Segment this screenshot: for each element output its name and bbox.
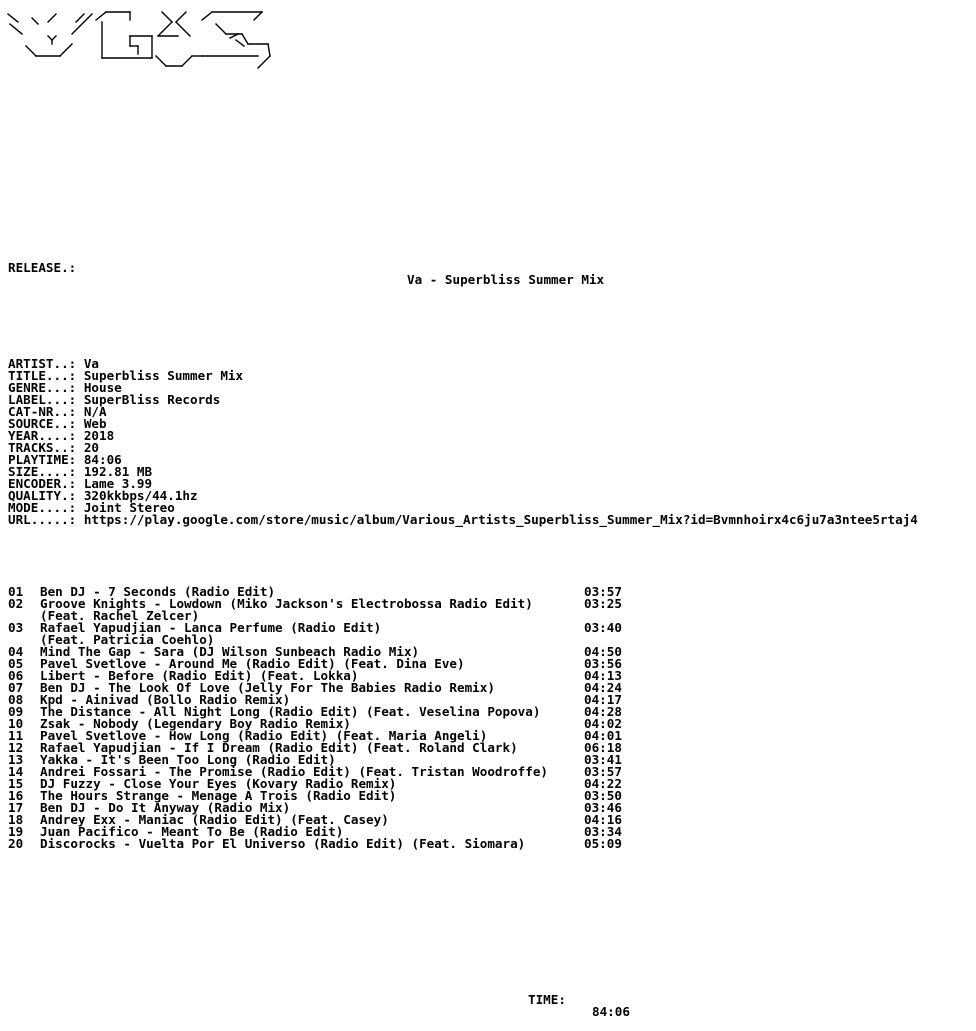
track-number: 12: [8, 740, 24, 755]
track-time: 04:17: [584, 692, 622, 707]
release-value: Va - Superbliss Summer Mix: [407, 272, 605, 287]
info-field-value: Web: [83, 416, 107, 431]
info-field-label: SIZE....:: [8, 464, 77, 479]
track-number: 17: [8, 800, 24, 815]
track-time: 03:57: [584, 764, 622, 779]
track-number: 18: [8, 812, 24, 827]
info-field: [8, 370, 918, 382]
release-info: [8, 358, 918, 526]
info-field: [8, 442, 918, 454]
info-field-label: GENRE...:: [8, 380, 77, 395]
track-title: Andrey Exx - Maniac (Radio Edit) (Feat. Casey): [40, 812, 389, 827]
track-time: 03:41: [584, 752, 622, 767]
info-field: [8, 406, 918, 418]
info-field: [8, 418, 918, 430]
info-field-label: TITLE...:: [8, 368, 77, 383]
info-field-label: PLAYTIME:: [8, 452, 77, 467]
nfo-document: [8, 10, 918, 1019]
track-time: 03:25: [584, 596, 622, 611]
info-field-value: https://play.google.com/store/music/album/Various_Artists_Superbliss_Summer_Mix?id=Bvmnhoirx4c6ju7a3ntee5rtaj4: [83, 512, 918, 527]
track-number: 01: [8, 584, 24, 599]
track-title: Pavel Svetlove - How Long (Radio Edit) (Feat. Maria Angeli): [40, 728, 488, 743]
info-field-value: SuperBliss Records: [83, 392, 221, 407]
info-field: [8, 514, 918, 526]
track-title: The Hours Strange - Menage A Trois (Radio Edit): [40, 788, 397, 803]
track-title: Rafael Yapudjian - Lanca Perfume (Radio Edit): [40, 620, 382, 635]
track-time: 04:01: [584, 728, 622, 743]
track-time: 06:18: [584, 740, 622, 755]
info-field-label: CAT-NR..:: [8, 404, 77, 419]
info-field-label: SOURCE..:: [8, 416, 77, 431]
track-row: [8, 838, 918, 850]
track-time: 05:09: [584, 836, 622, 851]
track-time: 04:16: [584, 812, 622, 827]
track-time: 04:13: [584, 668, 622, 683]
info-field-label: MODE....:: [8, 500, 77, 515]
total-time-value: 84:06: [592, 1004, 630, 1019]
info-field: [8, 394, 918, 406]
info-field-label: QUALITY.:: [8, 488, 77, 503]
track-title: Pavel Svetlove - Around Me (Radio Edit) (Feat. Dina Eve): [40, 656, 465, 671]
info-field-label: TRACKS..:: [8, 440, 77, 455]
info-field-value: Joint Stereo: [83, 500, 175, 515]
track-title: Ben DJ - The Look Of Love (Jelly For The Babies Radio Remix): [40, 680, 495, 695]
track-title: Yakka - It's Been Too Long (Radio Edit): [40, 752, 336, 767]
track-title: Ben DJ - 7 Seconds (Radio Edit): [40, 584, 276, 599]
track-title: Libert - Before (Radio Edit) (Feat. Lokka): [40, 668, 359, 683]
info-field-value: 192.81 MB: [83, 464, 153, 479]
track-number: 16: [8, 788, 24, 803]
track-number: 08: [8, 692, 24, 707]
info-field: [8, 430, 918, 442]
release-label: RELEASE.:: [8, 260, 77, 275]
info-field-value: Lame 3.99: [83, 476, 153, 491]
track-number: 20: [8, 836, 24, 851]
info-field-value: 320kkbps/44.1hz: [83, 488, 198, 503]
info-field-label: ENCODER.:: [8, 476, 77, 491]
track-row: [8, 826, 918, 838]
track-time: 03:46: [584, 800, 622, 815]
track-title: DJ Fuzzy - Close Your Eyes (Kovary Radio Remix): [40, 776, 397, 791]
track-title-continued: (Feat. Patricia Coehlo): [40, 632, 215, 647]
info-field-value: N/A: [83, 404, 107, 419]
track-time: 03:50: [584, 788, 622, 803]
info-field-label: YEAR....:: [8, 428, 77, 443]
track-time: 04:02: [584, 716, 622, 731]
info-field-value: 84:06: [83, 452, 122, 467]
track-number: 03: [8, 620, 24, 635]
track-title: The Distance - All Night Long (Radio Edit) (Feat. Veselina Popova): [40, 704, 541, 719]
tracklist: [8, 586, 918, 850]
info-field-value: 20: [83, 440, 100, 455]
info-field-label: LABEL...:: [8, 392, 77, 407]
track-number: 11: [8, 728, 24, 743]
track-title: Kpd - Ainivad (Bollo Radio Remix): [40, 692, 291, 707]
track-time: 03:34: [584, 824, 622, 839]
track-title: Mind The Gap - Sara (DJ Wilson Sunbeach Radio Mix): [40, 644, 420, 659]
track-number: 15: [8, 776, 24, 791]
track-number: 05: [8, 656, 24, 671]
track-time: 04:24: [584, 680, 622, 695]
info-field-value: Va: [83, 356, 100, 371]
track-title: Juan Pacifico - Meant To Be (Radio Edit): [40, 824, 344, 839]
track-title: Groove Knights - Lowdown (Miko Jackson's Electrobossa Radio Edit): [40, 596, 533, 611]
track-number: 14: [8, 764, 24, 779]
track-number: 04: [8, 644, 24, 659]
info-field-value: House: [83, 380, 122, 395]
info-field-label: URL.....:: [8, 512, 77, 527]
info-field-label: ARTIST..:: [8, 356, 77, 371]
track-number: 13: [8, 752, 24, 767]
track-title: Rafael Yapudjian - If I Dream (Radio Edit) (Feat. Roland Clark): [40, 740, 518, 755]
track-title: Ben DJ - Do It Anyway (Radio Mix): [40, 800, 291, 815]
track-number: 10: [8, 716, 24, 731]
track-number: 06: [8, 668, 24, 683]
track-time: 04:22: [584, 776, 622, 791]
track-title: Andrei Fossari - The Promise (Radio Edit) (Feat. Tristan Woodroffe): [40, 764, 548, 779]
total-time-label: TIME:: [528, 992, 566, 1007]
total-time-line: [8, 982, 918, 1019]
track-number: 09: [8, 704, 24, 719]
track-title: Discorocks - Vuelta Por El Universo (Radio Edit) (Feat. Siomara): [40, 836, 526, 851]
info-field-value: 2018: [83, 428, 115, 443]
info-field-value: Superbliss Summer Mix: [83, 368, 244, 383]
release-line: [8, 250, 918, 287]
track-number: 02: [8, 596, 24, 611]
track-time: 03:56: [584, 656, 622, 671]
track-title: Zsak - Nobody (Legendary Boy Radio Remix): [40, 716, 351, 731]
track-title-continued: (Feat. Rachel Zelcer): [40, 608, 200, 623]
track-time: 04:50: [584, 644, 622, 659]
track-time: 03:57: [584, 584, 622, 599]
track-number: 07: [8, 680, 24, 695]
track-number: 19: [8, 824, 24, 839]
track-time: 04:28: [584, 704, 622, 719]
track-time: 03:40: [584, 620, 622, 635]
